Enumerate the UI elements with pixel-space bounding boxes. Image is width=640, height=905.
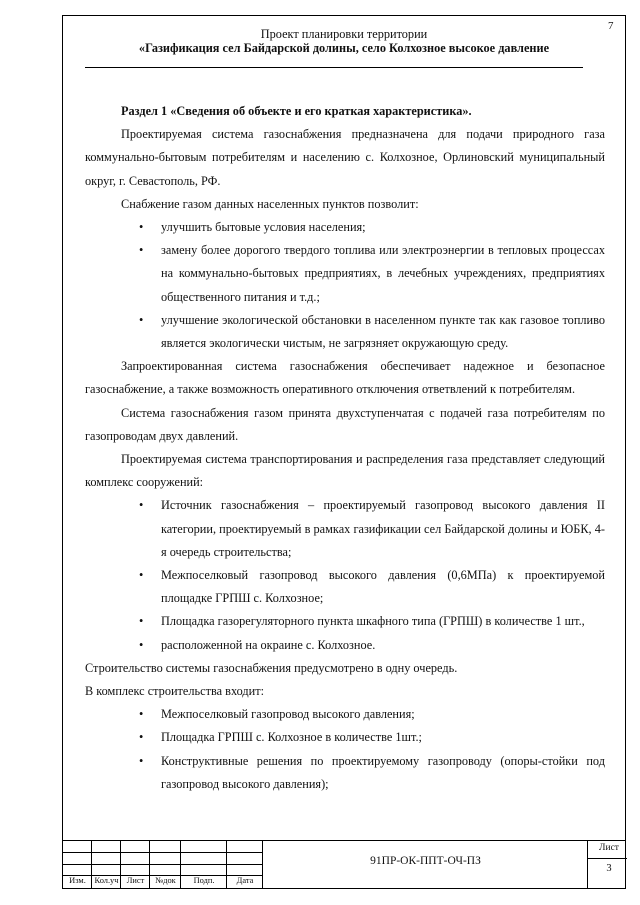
sheet-cell-divider — [588, 858, 627, 859]
list-item: • улучшение экологической обстановки в населенном пункте так как газовое топливо является экологически чистым, не загрязняет окружающую среду. — [85, 309, 605, 355]
list-item: • Источник газоснабжения – проектируемый газопровод высокого давления II категории, проектируемый в рамках газификации сел Байдарской долины и ЮБК, 4-я очередь строительства; — [85, 494, 605, 564]
header-line-2: «Газификация сел Байдарской долины, село Колхозное высокое давление — [138, 41, 550, 55]
paragraph-1: Проектируемая система газоснабжения предназначена для подачи природного газа коммунально-бытовым потребителям и населению с. Колхозное, Орлиновский муниципальный округ, г. Севастополь, РФ. — [85, 127, 605, 188]
sheet-label: Лист — [599, 843, 619, 853]
bullet-icon: • — [139, 568, 144, 583]
bullet-icon: • — [139, 637, 144, 652]
list-construction — [85, 703, 605, 796]
paragraph-6: Строительство системы газоснабжения предусмотрено в одну очередь. — [85, 660, 458, 675]
paragraph-2: Снабжение газом данных населенных пунктов позволит: — [121, 196, 419, 211]
stamp-col-label: Кол.уч — [94, 876, 119, 885]
list-item: • Межпоселковый газопровод высокого давления (0,6МПа) к проектируемой площадке ГРПШ с. Колхозное; — [85, 564, 605, 610]
list-item: • Конструктивные решения по проектируемому газопроводу (опоры-стойки под газопровод высокого давления); — [85, 750, 605, 796]
document-body — [85, 100, 605, 796]
bullet-icon: • — [139, 753, 144, 768]
page-frame — [62, 15, 626, 889]
bullet-icon: • — [139, 220, 144, 235]
stamp-col-label: №док — [155, 876, 176, 885]
sheet-number: 3 — [606, 863, 612, 874]
paragraph-7: В комплекс строительства входит: — [85, 684, 265, 699]
list-item: • улучшить бытовые условия населения; — [85, 216, 605, 239]
list-item: • Площадка газорегуляторного пункта шкафного типа (ГРПШ) в количестве 1 шт., — [85, 610, 605, 633]
list-item: • Межпоселковый газопровод высокого давления; — [85, 703, 605, 726]
bullet-icon: • — [139, 707, 144, 722]
page-header — [63, 27, 625, 55]
paragraph-5: Проектируемая система транспортирования и распределения газа представляет следующий комплекс сооружений: — [85, 452, 605, 490]
document-code: 91ПР-ОК-ППТ-ОЧ-ПЗ — [370, 855, 481, 867]
list-item: • Площадка ГРПШ с. Колхозное в количестве 1шт.; — [85, 726, 605, 749]
header-rule — [85, 67, 583, 68]
page-corner-number: 7 — [608, 20, 614, 32]
stamp-col-label: Изм. — [69, 876, 86, 885]
bullet-icon: • — [139, 243, 144, 258]
bullet-icon: • — [139, 730, 144, 745]
section-heading: Раздел 1 «Сведения об объекте и его краткая характеристика». — [121, 104, 472, 118]
header-line-1: Проект планировки территории — [260, 27, 428, 41]
bullet-icon: • — [139, 614, 144, 629]
stamp-col-label: Лист — [126, 876, 145, 885]
title-block — [63, 840, 625, 888]
list-benefits — [85, 216, 605, 355]
bullet-icon: • — [139, 312, 144, 327]
paragraph-3: Запроектированная система газоснабжения обеспечивает надежное и безопасное газоснабжение, а также возможность оперативного отключения ответвлений к потребителям. — [85, 359, 605, 397]
list-item: • расположенной на окраине с. Колхозное. — [85, 634, 605, 657]
list-structures — [85, 494, 605, 656]
paragraph-4: Система газоснабжения газом принята двухступенчатая с подачей газа потребителям по газопроводам двух давлений. — [85, 405, 605, 443]
stamp-col-label: Дата — [236, 876, 254, 885]
bullet-icon: • — [139, 498, 144, 513]
list-item: • замену более дорогого твердого топлива или электроэнергии в тепловых процессах на коммунально-бытовых предприятиях, в лечебных учреждениях, предприятиях общественного питания и т.д.; — [85, 239, 605, 309]
stamp-col-label: Подп. — [193, 876, 215, 885]
